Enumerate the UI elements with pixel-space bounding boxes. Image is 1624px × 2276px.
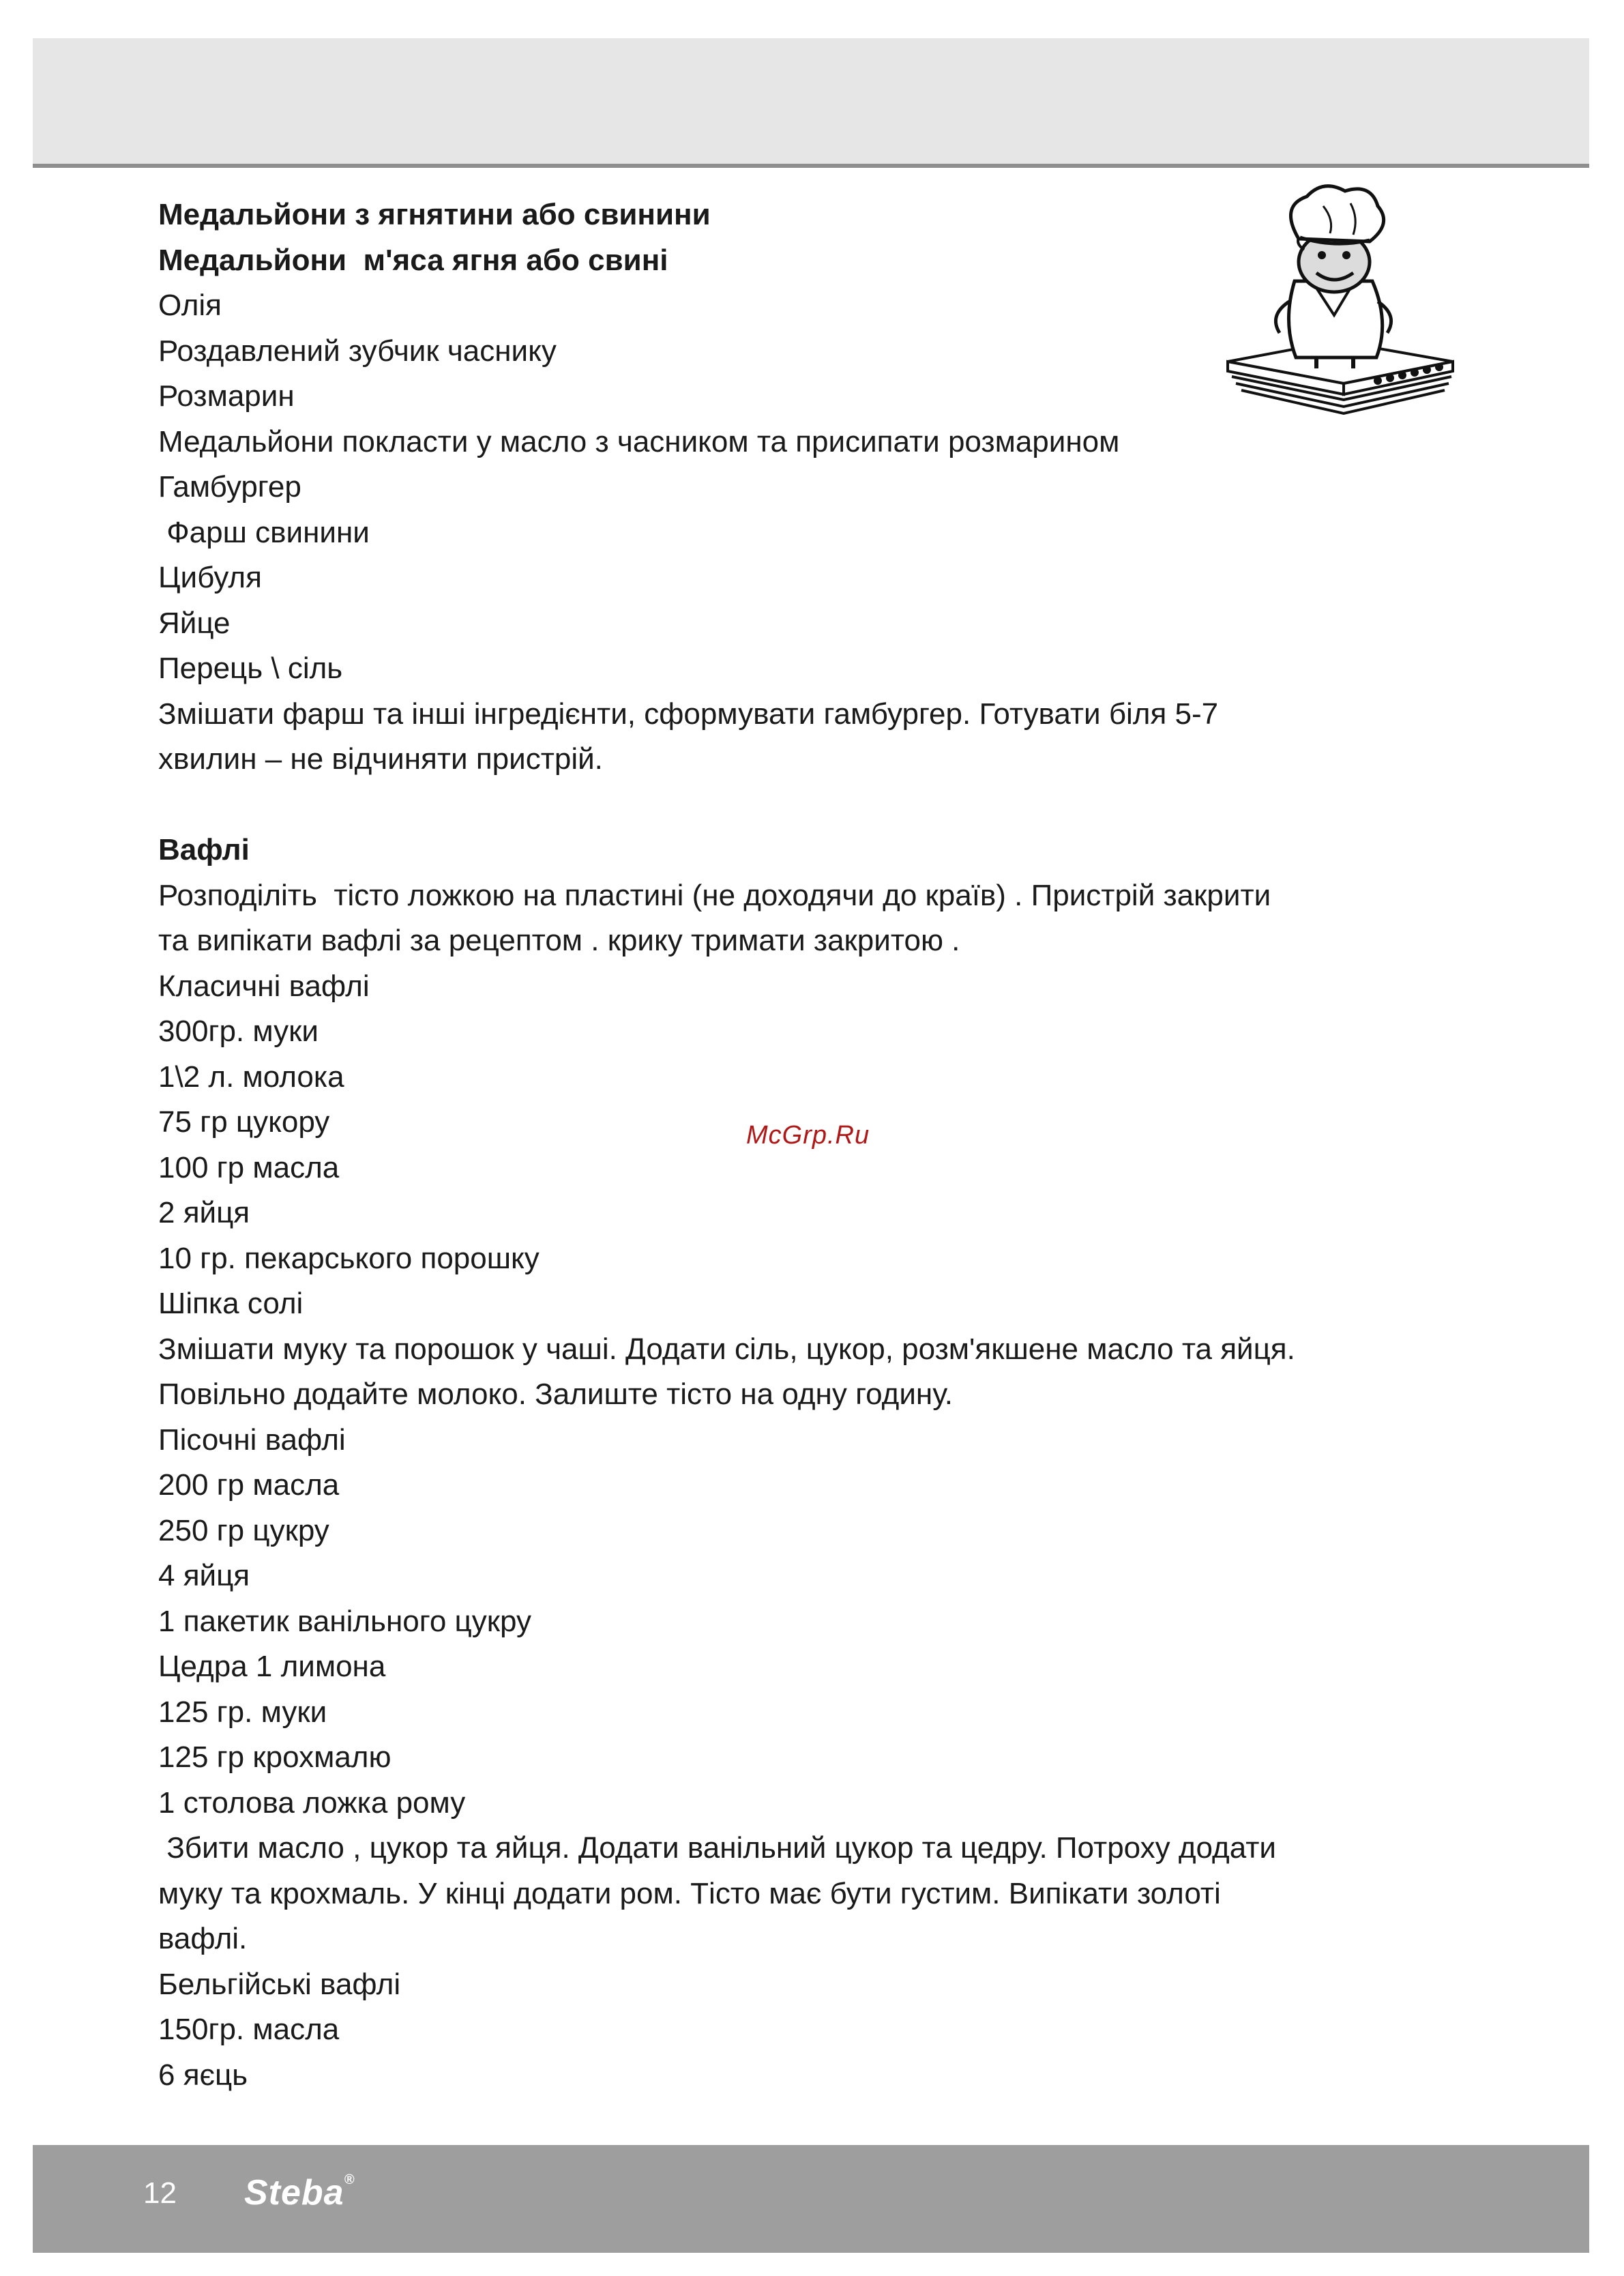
page-number: 12 [143,2176,177,2210]
text-line: 10 гр. пекарського порошку [158,1241,540,1275]
brand-logo [244,2172,355,2213]
recipe-heading: Медальйони з ягнятини або свинини [158,198,711,231]
text-line: 250 гр цукру [158,1513,329,1547]
text-line: 200 гр масла [158,1468,340,1502]
text-line: Цибуля [158,561,262,594]
text-line: Пісочні вафлі [158,1422,346,1457]
recipe-heading: Медальйони м'яса ягня або свині [158,243,668,277]
text-line: 1\2 л. молока [158,1060,344,1094]
text-line: Розмарин [158,379,295,413]
text-line: Гамбургер [158,470,301,504]
text-line: Фарш свинини [158,515,370,549]
text-line: 2 яйця [158,1196,250,1229]
text-line: Яйце [158,606,231,640]
recipe-heading: Вафлі [158,833,250,866]
text-line: 150гр. масла [158,2013,340,2046]
text-line: 6 яєць [158,2058,248,2092]
text-line: Цедра 1 лимона [158,1650,386,1683]
section-waffles [158,828,1509,2098]
watermark: McGrp.Ru [746,1121,870,1150]
text-line: 100 гр масла [158,1150,340,1184]
section-gap [158,783,1509,828]
text-line: Шіпка солі [158,1287,304,1320]
brand-logo-text: Steba [244,2173,344,2213]
section-medallions-hamburger [158,192,1509,783]
text-line: Розподіліть тісто ложкою на пластині (не доходячи до країв) . Пристрій закрити [158,878,1271,912]
text-line: хвилин – не відчиняти пристрій. [158,742,603,776]
text-line: вафлі. [158,1922,248,1955]
text-line: 1 столова ложка рому [158,1785,466,1820]
text-line: Перець \ сіль [158,652,343,685]
text-line: Збити масло , цукор та яйця. Додати ванільний цукор та цедру. Потроху додати [158,1831,1276,1865]
header-band [33,38,1589,168]
text-line: Олія [158,289,222,322]
text-line: 125 гр. муки [158,1695,327,1729]
text-line: Бельгійські вафлі [158,1967,401,2001]
text-line: 75 гр цукору [158,1105,330,1139]
text-line: Змішати фарш та інші інгредієнти, сформувати гамбургер. Готувати біля 5-7 [158,697,1219,731]
text-line: 4 яйця [158,1559,250,1592]
brand-logo-mark: ® [344,2172,355,2187]
text-line: Змішати муку та порошок у чаші. Додати сіль, цукор, розм'якшене масло та яйця. [158,1332,1295,1366]
text-line: Медальйони покласти у масло з часником та присипати розмарином [158,424,1120,458]
text-line: 125 гр крохмалю [158,1740,392,1774]
text-line: та випікати вафлі за рецептом . крику тримати закритою . [158,924,960,957]
text-line: муку та крохмаль. У кінці додати ром. Тісто має бути густим. Випікати золоті [158,1876,1221,1910]
text-line: Повільно додайте молоко. Залиште тісто на одну годину. [158,1377,954,1411]
text-line: 300гр. муки [158,1015,319,1048]
text-line: Класичні вафлі [158,969,370,1003]
text-line: 1 пакетик ванільного цукру [158,1604,531,1638]
text-line: Роздавлений зубчик часнику [158,334,557,368]
